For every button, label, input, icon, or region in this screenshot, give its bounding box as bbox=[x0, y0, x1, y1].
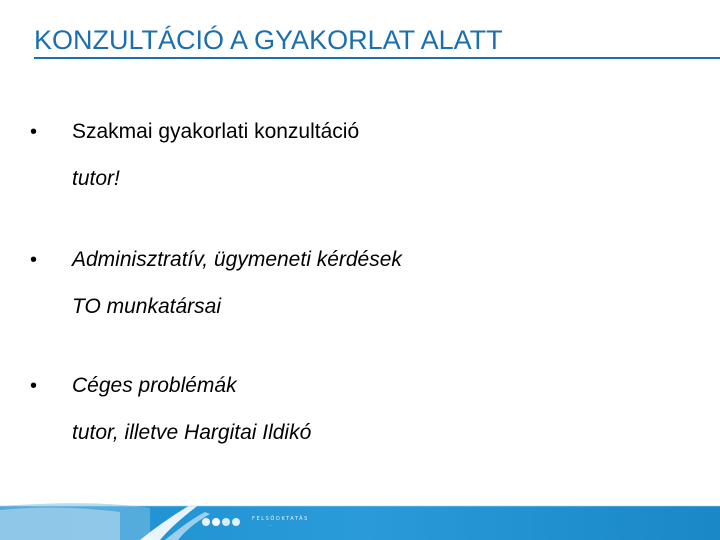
title-underline bbox=[34, 57, 720, 59]
footer-band bbox=[0, 500, 720, 540]
logo-dots-icon bbox=[200, 516, 242, 528]
logo-subtext: ... bbox=[268, 522, 273, 527]
logo-name: FELSŐOKTATÁS bbox=[252, 515, 309, 522]
footer-wave-graphic bbox=[0, 500, 720, 540]
bullet-marker: • bbox=[30, 249, 38, 271]
bullet-marker: • bbox=[30, 375, 38, 397]
footer-logo bbox=[200, 514, 309, 530]
bullet-heading: Szakmai gyakorlati konzultáció bbox=[72, 120, 360, 143]
bullet-marker: • bbox=[30, 121, 38, 143]
bullet-heading: Céges problémák bbox=[72, 374, 237, 397]
bullet-heading: Adminisztratív, ügymeneti kérdések bbox=[72, 248, 402, 271]
bullet-detail: tutor! bbox=[72, 167, 120, 190]
slide-title: KONZULTÁCIÓ A GYAKORLAT ALATT bbox=[34, 25, 503, 55]
bullet-detail: TO munkatársai bbox=[72, 295, 221, 318]
bullet-detail: tutor, illetve Hargitai Ildikó bbox=[72, 421, 312, 444]
